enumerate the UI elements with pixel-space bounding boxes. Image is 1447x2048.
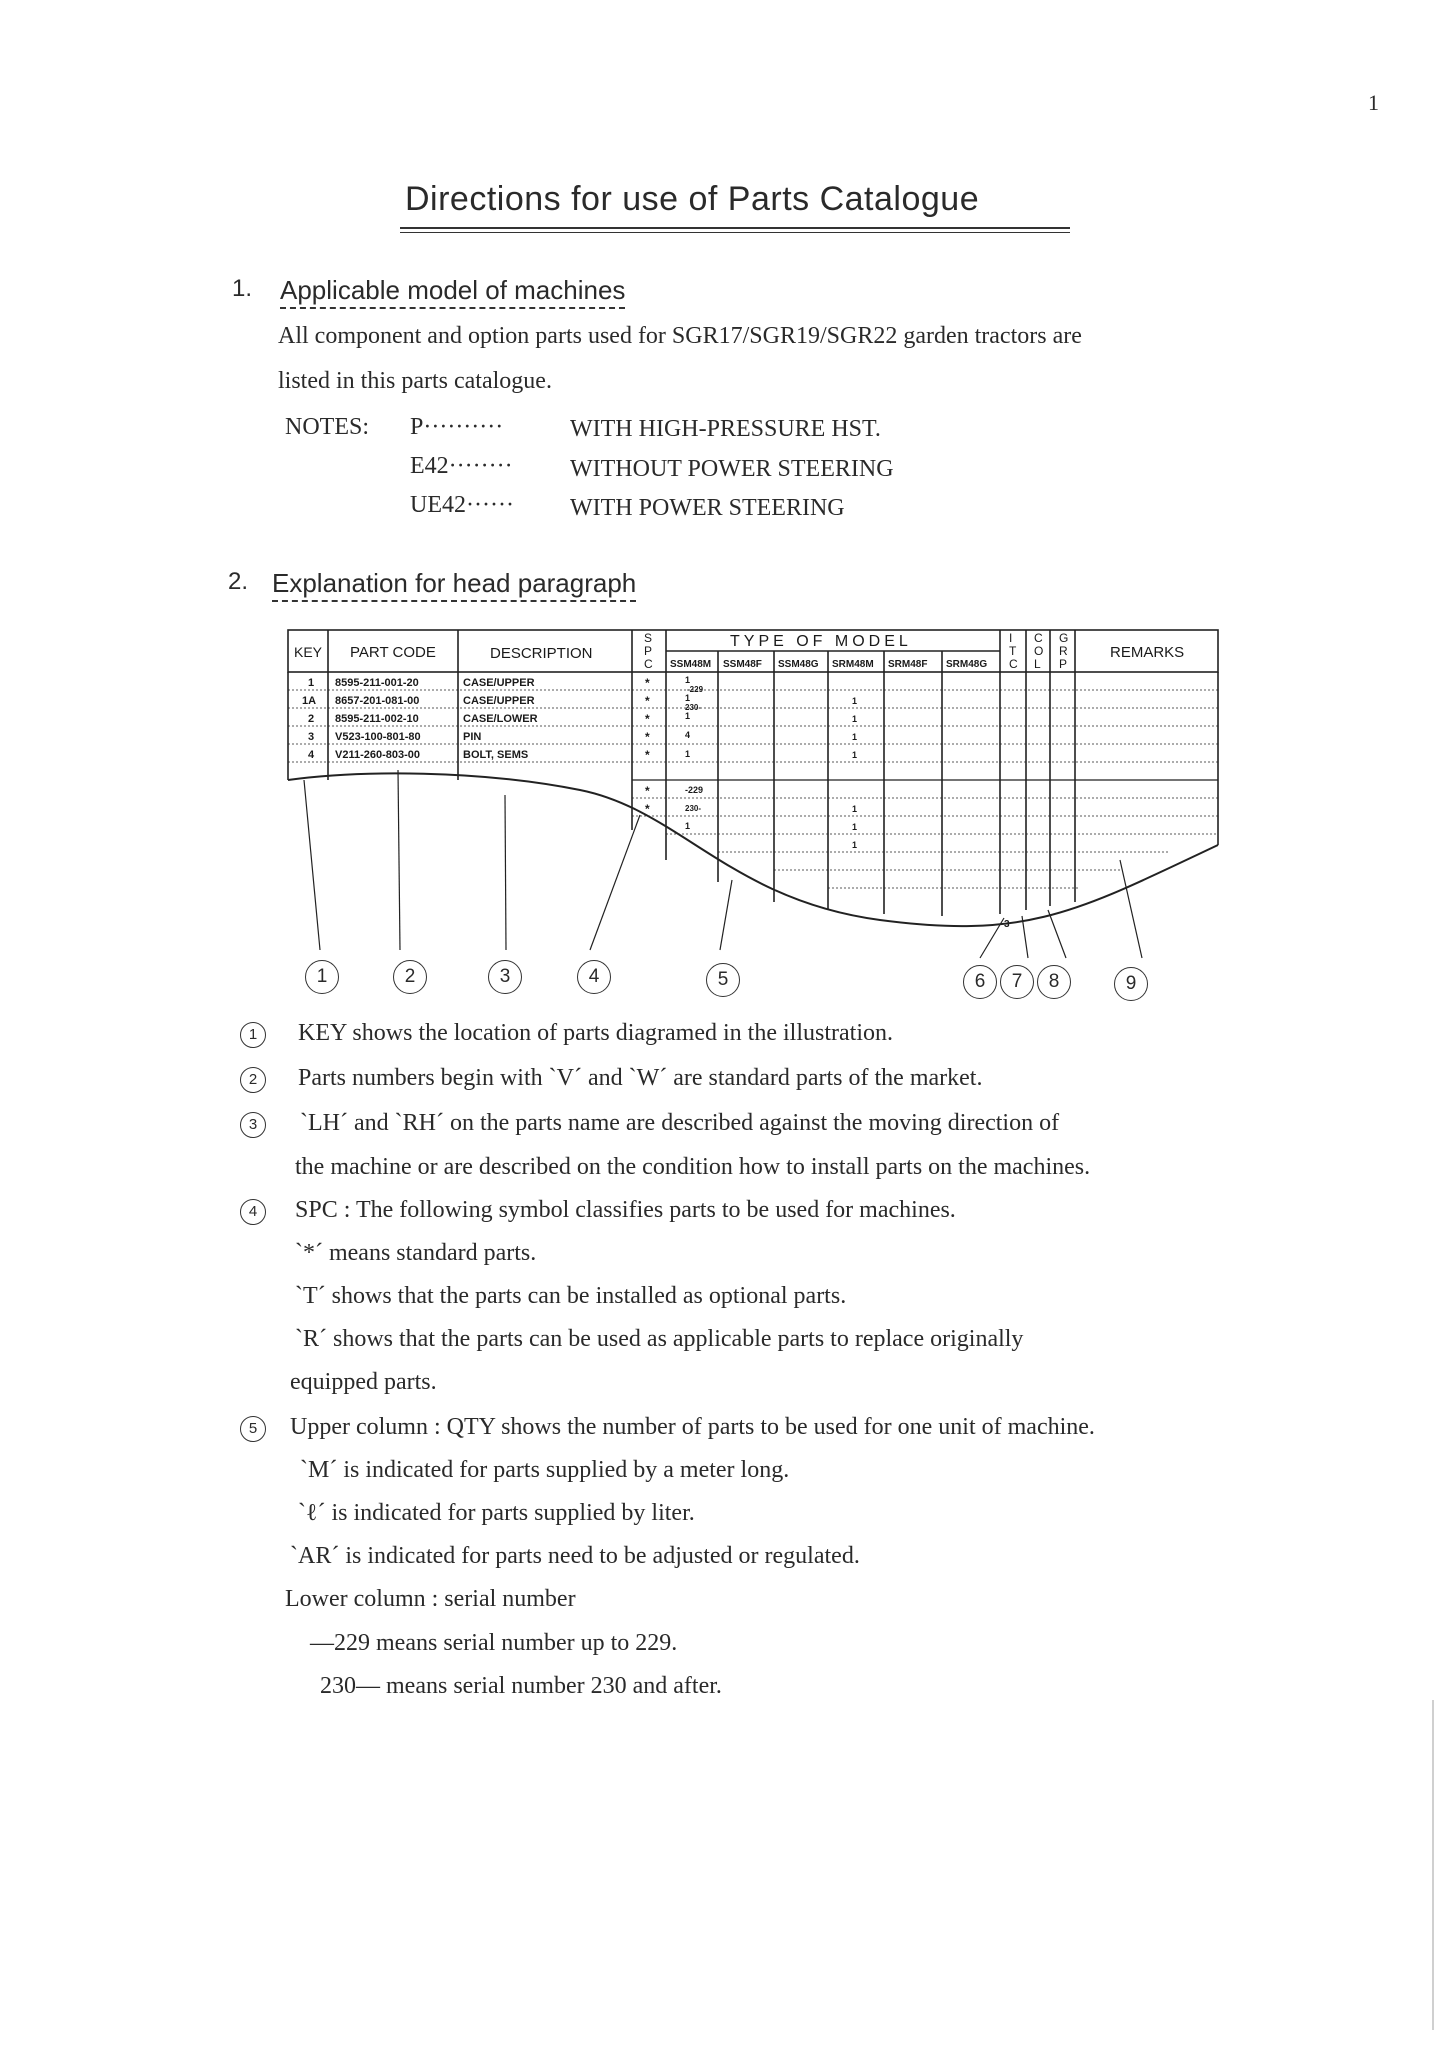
qty-mark: 1 [685,749,691,759]
header-description: DESCRIPTION [490,645,593,662]
row-spc: * [645,676,650,690]
explanation-4-marker: 4 [240,1199,266,1225]
explanation-4-sub3: `R´ shows that the parts can be used as applicable parts to replace originally [295,1326,1024,1352]
row-spc: * [645,694,650,708]
qty-mark: 1 [852,696,858,706]
qty-mark: 1 [852,714,858,724]
row-description: CASE/UPPER [463,695,535,707]
qty-mark: 230- [685,703,702,712]
scan-edge-line [1432,1700,1434,2030]
explanation-2-text: Parts numbers begin with `V´ and `W´ are standard parts of the market. [298,1065,983,1091]
qty-mark: 230- [685,804,702,813]
explanation-5-sub1: `M´ is indicated for parts supplied by a meter long. [300,1457,790,1483]
qty-mark: 1 [852,750,858,760]
row-spc: * [645,748,650,762]
explanation-5-sub3: `AR´ is indicated for parts need to be adjusted or regulated. [290,1543,860,1569]
callout-2: 2 [393,960,427,994]
header-model: SRM48G [946,659,988,670]
header-spc-s: S [644,631,653,645]
header-grp-p: P [1059,657,1068,671]
explanation-5-line1: Upper column : QTY shows the number of parts to be used for one unit of machine. [290,1414,1095,1440]
title-underline [400,227,1070,229]
notes-label: NOTES: [285,414,369,440]
explanation-2-marker: 2 [240,1067,266,1093]
note-code: UE42······ [410,492,514,518]
row-key: 4 [308,749,315,761]
header-model: SSM48F [723,659,762,670]
callout-9: 9 [1114,967,1148,1001]
qty-mark: 1 [685,675,691,685]
row-spc: * [645,802,650,816]
row-description: PIN [463,731,482,743]
explanation-4-line1: SPC : The following symbol classifies parts to be used for machines. [295,1197,956,1223]
explanation-3-marker: 3 [240,1112,266,1138]
header-col-o: O [1034,644,1044,658]
page-number: 1 [1368,90,1379,115]
qty-mark: 1 [852,732,858,742]
explanation-3-line2: the machine or are described on the condition how to install parts on the machines. [295,1154,1091,1180]
section1-number: 1. [232,275,253,302]
qty-mark: -229 [687,685,704,694]
torn-edge [288,773,1218,926]
header-model: SRM48M [832,659,874,670]
row-spc: * [645,784,650,798]
header-key: KEY [294,644,323,660]
row-key: 3 [308,731,315,743]
qty-mark: 1 [685,693,691,703]
row-key: 1 [308,677,315,689]
section1-text-line2: listed in this parts catalogue. [278,368,552,394]
callout-5: 5 [706,963,740,997]
row-description: CASE/UPPER [463,677,535,689]
explanation-5-marker: 5 [240,1416,266,1442]
section1-heading: Applicable model of machines [280,275,625,309]
header-col-c: C [1034,631,1043,645]
row-part-code: V211-260-803-00 [335,749,421,761]
header-col-l: L [1034,657,1041,671]
header-itc-c: C [1009,657,1018,671]
header-model: SSM48G [778,659,819,670]
col-mark: 3 [1004,919,1010,930]
header-spc-p: P [644,644,653,658]
explanation-5-serial1: —229 means serial number up to 229. [310,1630,678,1656]
section2-number: 2. [228,568,249,595]
header-itc-i: I [1009,631,1013,645]
callout-1: 1 [305,960,339,994]
parts-table-illustration [280,620,1240,1020]
header-part-code: PART CODE [350,644,436,661]
header-spc-c: C [644,657,653,671]
explanation-4-sub2: `T´ shows that the parts can be installed as optional parts. [295,1283,847,1309]
explanation-1-text: KEY shows the location of parts diagramed in the illustration. [298,1020,893,1046]
explanation-5-sub2: `ℓ´ is indicated for parts supplied by liter. [298,1500,695,1526]
row-key: 2 [308,713,315,725]
row-part-code: V523-100-801-80 [335,731,421,743]
note-desc: WITH HIGH-PRESSURE HST. [570,416,881,442]
explanation-5-serial2: 230— means serial number 230 and after. [320,1673,722,1699]
note-code: P·········· [410,414,504,440]
note-code: E42········ [410,453,513,479]
qty-mark: 1 [852,840,858,850]
header-grp-r: R [1059,644,1068,658]
section2-heading: Explanation for head paragraph [272,568,636,602]
header-remarks: REMARKS [1110,644,1185,661]
row-part-code: 8657-201-081-00 [335,695,420,707]
explanation-1-marker: 1 [240,1022,266,1048]
callout-3: 3 [488,960,522,994]
qty-mark: -229 [685,785,704,795]
row-description: BOLT, SEMS [463,749,529,761]
callout-6: 6 [963,965,997,999]
note-desc: WITH POWER STEERING [570,495,845,521]
section1-text-line1: All component and option parts used for SGR17/SGR19/SGR22 garden tractors are [278,323,1082,349]
header-type-of-model: TYPE OF MODEL [730,633,912,650]
qty-mark: 1 [852,804,858,814]
qty-mark: 1 [852,822,858,832]
row-part-code: 8595-211-001-20 [335,677,419,689]
explanation-3-line1: `LH´ and `RH´ on the parts name are described against the moving direction of [300,1110,1060,1136]
explanation-5-lower: Lower column : serial number [285,1586,576,1612]
qty-mark: 1 [685,821,691,831]
qty-mark: 1 [685,711,691,721]
explanation-4-sub3b: equipped parts. [290,1369,437,1395]
explanation-4-sub1: `*´ means standard parts. [295,1240,537,1266]
callout-8: 8 [1037,965,1071,999]
qty-mark: 4 [685,730,691,740]
note-desc: WITHOUT POWER STEERING [570,456,894,482]
callout-7: 7 [1000,965,1034,999]
row-description: CASE/LOWER [463,713,538,725]
callout-4: 4 [577,960,611,994]
page-title: Directions for use of Parts Catalogue [405,180,980,218]
row-spc: * [645,712,650,726]
header-model: SRM48F [888,659,928,670]
row-spc: * [645,730,650,744]
header-grp-g: G [1059,631,1069,645]
row-part-code: 8595-211-002-10 [335,713,419,725]
header-model: SSM48M [670,659,712,670]
header-itc-t: T [1009,644,1017,658]
row-key: 1A [302,695,317,707]
title-underline-thin [400,232,1070,233]
